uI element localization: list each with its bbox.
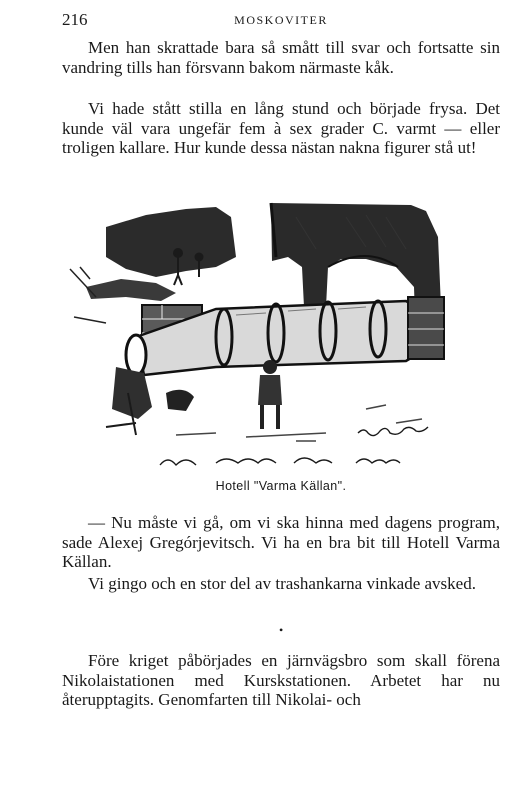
page-header (62, 10, 500, 32)
paragraph-5: Före kriget påbörjades en järnvägsbro som skall förena Nikolaistationen med Kurskstationen. Arbetet har nu återupptagits. Genomfarten till Nikolai- och (62, 651, 500, 710)
paragraph-3: — Nu måste vi gå, om vi ska hinna med dagens program, sade Alexej Gregórjevitsch. Vi ha en bra bit till Hotell Varma Källan. (62, 513, 500, 572)
page-number: 216 (62, 10, 88, 29)
paragraph-1: Men han skrattade bara så smått till svar och fortsatte sin vandring tills han försvann bakom närmaste kåk. (62, 38, 500, 77)
paragraph-2: Vi hade stått stilla en lång stund och började frysa. Det kunde väl vara ungefär fem à sex grader C. varmt — eller troligen kallare. Hur kunde dessa nästan nakna figurer stå ut! (62, 99, 500, 158)
running-title: MOSKOVITER (234, 13, 328, 27)
illustration-sketch (66, 197, 498, 479)
paragraph-4: Vi gingo och en stor del av trashankarna vinkade avsked. (88, 574, 476, 593)
section-break: • (279, 623, 284, 637)
illustration-caption: Hotell "Varma Källan". (215, 479, 347, 493)
